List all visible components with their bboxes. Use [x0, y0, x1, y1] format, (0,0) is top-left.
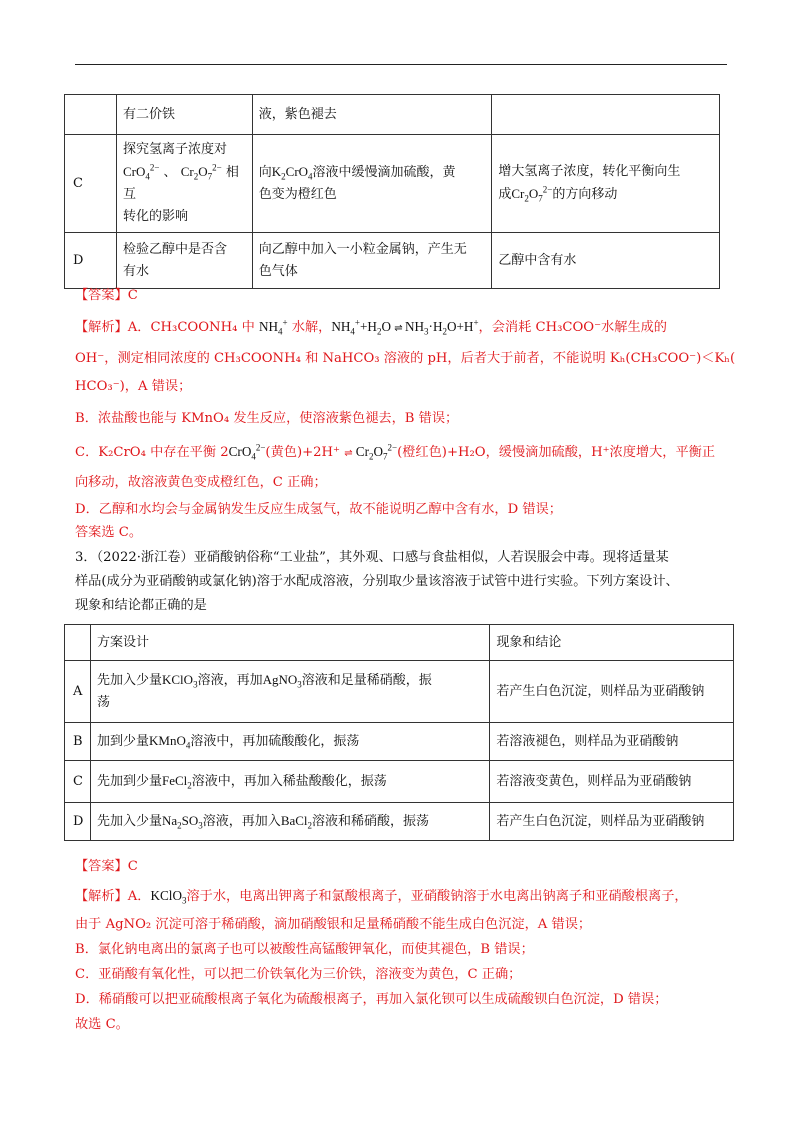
row-label: C [65, 135, 117, 233]
conclusion-cell: 乙醇中含有水 [492, 233, 720, 289]
text: 先加入少量 [96, 814, 162, 829]
analysis-1-line-7: D．乙醇和水均会与金属钠发生反应生成氢气，故不能说明乙醇中含有水，D 错误； [75, 502, 562, 517]
text: 色气体 [258, 263, 298, 279]
analysis-2-line-5: D．稀硝酸可以把亚硫酸根离子氧化为硫酸根离子，再加入氯化钡可以生成硫酸钡白色沉淀，D 错误； [75, 992, 668, 1007]
formula: KClO$_3$ [150, 888, 187, 906]
text: 、 [163, 165, 177, 180]
text: 转化的影响 [122, 209, 188, 224]
analysis-1-line-3: HCO₃⁻)，A 错误； [75, 379, 192, 394]
text: 成 [498, 187, 512, 202]
answer-1: 【答案】C [75, 288, 138, 303]
analysis-2-line-6: 故选 C。 [75, 1017, 129, 1032]
text: 增大氢离子浓度，转化平衡向生 [498, 164, 681, 179]
equation: $NH_4^++H_2O$ ⇌ $NH_3\cdot H_2O+H^+$ [331, 317, 479, 337]
design-cell [116, 233, 252, 289]
text: 【解析】A．CH₃COONH₄ 中 [75, 320, 259, 335]
text: 水解， [287, 320, 332, 335]
phenomenon-cell: 液，紫色褪去 [252, 95, 492, 135]
formula: BaCl$_2$ [280, 813, 313, 831]
text: 【解析】A． [75, 889, 151, 904]
result-cell: 若溶液变黄色，则样品为亚硝酸钠 [490, 761, 734, 803]
answer-2: 【答案】C [75, 859, 138, 874]
formula: $Cr_2O_7^{2-}$ [355, 442, 398, 462]
text: 探究氢离子浓度对 [122, 142, 227, 157]
text: 溶液，再加 [197, 673, 263, 688]
question-line: 现象和结论都正确的是 [75, 598, 207, 613]
text: 溶液中缓慢滴加硫酸，黄 [312, 165, 456, 180]
phenomenon-cell [252, 233, 492, 289]
table-row [65, 803, 734, 841]
formula: KClO$_3$ [162, 672, 198, 690]
text: 向 [258, 165, 272, 180]
result-cell: 若产生白色沉淀，则样品为亚硝酸钠 [490, 661, 734, 723]
formula: $NH_4^+$ [258, 317, 288, 337]
formula: $K_2CrO_4$ [271, 164, 313, 182]
analysis-1-line-8: 答案选 C。 [75, 525, 143, 540]
design-cell [90, 661, 489, 723]
question-3 [75, 546, 725, 618]
table-row [65, 233, 720, 289]
table-row [65, 723, 734, 761]
design-cell: 有二价铁 [116, 95, 252, 135]
analysis-1-line-6: 向移动，故溶液黄色变成橙红色，C 正确； [75, 475, 327, 490]
text: 有水 [122, 263, 149, 279]
equilibrium-icon: ⇌ [344, 448, 352, 459]
analysis-1-line-4: B．浓盐酸也能与 KMnO₄ 发生反应，使溶液紫色褪去，B 错误； [75, 411, 459, 426]
row-label: A [65, 661, 91, 723]
text: 溶液和稀硝酸，振荡 [312, 814, 430, 829]
question-line: 3．（2022·浙江卷）亚硝酸钠俗称“工业盐”，其外观、口感与食盐相似，人若误服会中毒。现将适量某 [75, 550, 669, 565]
text: 溶液中，再加硫酸酸化，振荡 [190, 734, 360, 749]
design-cell [90, 803, 489, 841]
question-line: 样品(成分为亚硝酸钠或氯化钠)溶于水配成溶液，分别取少量该溶液于试管中进行实验。下列方案设计、 [75, 574, 679, 589]
design-cell [90, 761, 489, 803]
text: 溶液和足量稀硝酸，振 [301, 673, 432, 688]
formula: AgNO$_3$ [262, 672, 302, 690]
text: 溶于水，电离出钾离子和氯酸根离子，亚硝酸钠溶于水电离出钠离子和亚硝酸根离子， [186, 889, 688, 904]
table-row [65, 761, 734, 803]
text: 色变为橙红色 [258, 187, 337, 202]
formula: $Cr_2O_7^{2-}$ [511, 184, 553, 204]
text: 相互 [122, 165, 239, 202]
table-row [65, 135, 720, 233]
table-header-row [65, 625, 734, 661]
text: C．K₂CrO₄ 中存在平衡 2 [75, 445, 229, 460]
design-cell [116, 135, 252, 233]
conclusion-cell [492, 135, 720, 233]
row-label [65, 95, 117, 135]
header-result: 现象和结论 [490, 625, 734, 661]
header-rule [75, 64, 727, 65]
formula: $Na_2SO_3$ [162, 813, 203, 831]
table-row [65, 661, 734, 723]
analysis-2-line-3: B．氯化钠电离出的氯离子也可以被酸性高锰酸钾氧化，而使其褪色，B 错误； [75, 942, 534, 957]
row-label: D [65, 803, 91, 841]
experiment-table-1 [64, 94, 720, 289]
analysis-2-line-1 [75, 887, 688, 906]
formula: FeCl$_2$ [162, 773, 192, 791]
table-row [65, 95, 720, 135]
analysis-1-line-5 [75, 443, 715, 463]
analysis-2-line-4: C．亚硝酸有氧化性，可以把二价铁氧化为三价铁，溶液变为黄色，C 正确； [75, 967, 522, 982]
experiment-table-2 [64, 624, 734, 841]
formula: CrO$_4^{2-}$ [228, 442, 266, 462]
phenomenon-cell [252, 135, 492, 233]
row-label: D [65, 233, 117, 289]
row-label: C [65, 761, 91, 803]
conclusion-cell [492, 95, 720, 135]
formula: CrO$_4^{2-}$ [122, 162, 160, 182]
analysis-1-line-2: OH⁻，测定相同浓度的 CH₃COONH₄ 和 NaHCO₃ 溶液的 pH，后者大于前者，不能说明 Kₕ(CH₃COO⁻)＜Kₕ( [75, 351, 736, 366]
text: 溶液，再加入 [202, 814, 281, 829]
text: 溶液中，再加入稀盐酸酸化，振荡 [191, 774, 387, 789]
analysis-1-line-1 [75, 318, 667, 338]
analysis-2-line-2: 由于 AgNO₂ 沉淀可溶于稀硝酸，滴加硝酸银和足量稀硝酸不能生成白色沉淀，A 错误； [75, 917, 592, 932]
text: 荡 [96, 695, 110, 710]
header-empty [65, 625, 91, 661]
result-cell: 若产生白色沉淀，则样品为亚硝酸钠 [490, 803, 734, 841]
text: 先加到少量 [96, 774, 162, 789]
text: ，会消耗 CH₃COO⁻水解生成的 [478, 320, 667, 335]
text: 的方向移动 [552, 187, 618, 202]
text: 检验乙醇中是否含 [122, 241, 227, 257]
text: 向乙醇中加入一小粒金属钠，产生无 [258, 241, 467, 257]
result-cell: 若溶液褪色，则样品为亚硝酸钠 [490, 723, 734, 761]
row-label: B [65, 723, 91, 761]
text: (黄色)+2H⁺ [265, 445, 340, 460]
text: (橙红色)+H₂O，缓慢滴加硫酸，H⁺浓度增大，平衡正 [397, 445, 716, 460]
text: 先加入少量 [96, 673, 162, 688]
formula: $Cr_2O_7^{2-}$ [180, 162, 222, 182]
design-cell [90, 723, 489, 761]
formula: KMnO$_4$ [149, 733, 191, 751]
text: 加到少量 [96, 734, 149, 749]
header-design: 方案设计 [90, 625, 489, 661]
